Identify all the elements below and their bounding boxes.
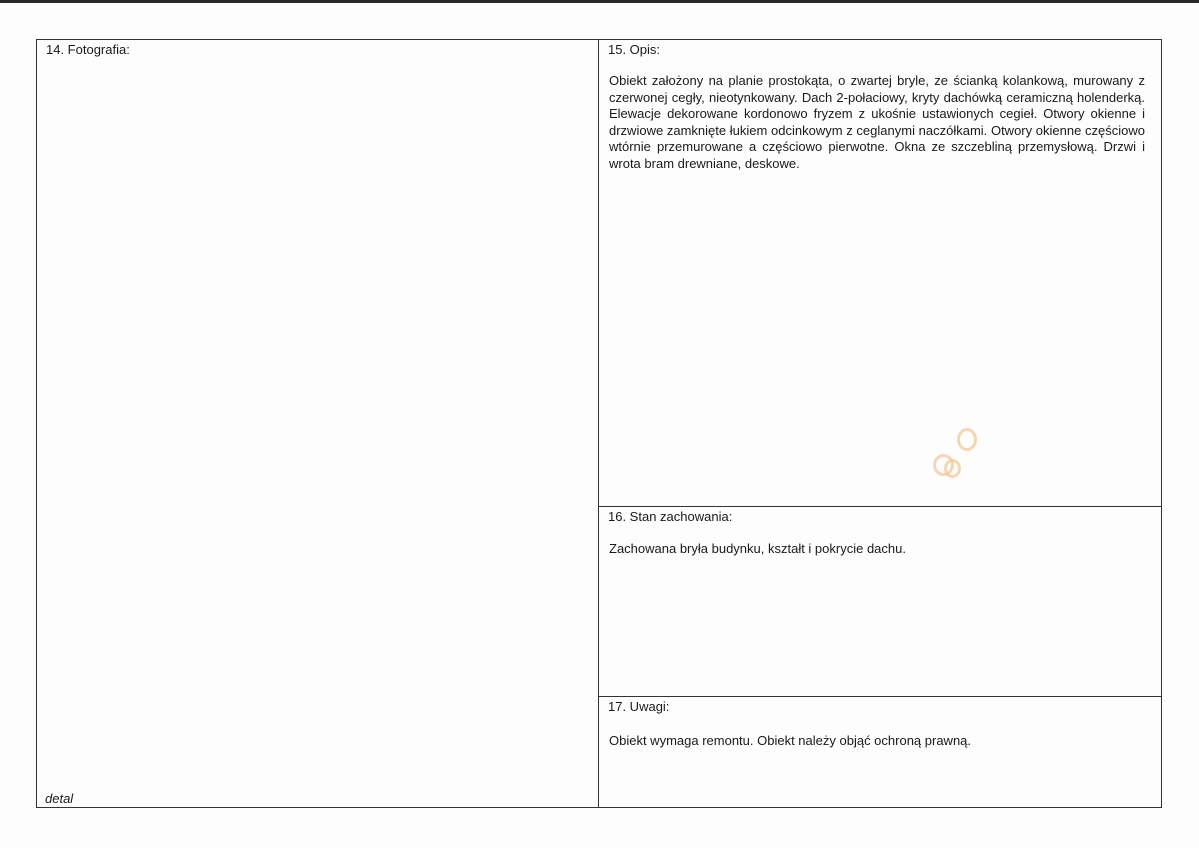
description-cell <box>599 40 1161 507</box>
scan-top-edge <box>0 0 1199 3</box>
inventory-card-table <box>36 39 1162 808</box>
photo-caption: detal <box>45 791 74 806</box>
photo-label: 14. Fotografia: <box>46 42 130 57</box>
description-text: Obiekt założony na planie prostokąta, o zwartej bryle, ze ścianką kolankową, murowany z czerwonej cegły, nieotynkowany. Dach 2-połaciowy, kryty dachówką ceramiczną holenderką. Elewacje dekorowane kordonowo fryzem z ukośnie ustawionych cegieł. Otwory okienne i drzwiowe zamknięte łukiem odcinkowym z ceglanymi naczółkami. Otwory okienne częściowo wtórnie przemurowane a częściowo pierwotne. Okna ze szczebliną przemysłową. Drzwi i wrota bram drewniane, deskowe. <box>609 73 1145 171</box>
stain-ring-mark <box>957 428 977 451</box>
condition-cell <box>599 507 1161 697</box>
notes-text: Obiekt wymaga remontu. Obiekt należy objąć ochroną prawną. <box>609 733 972 748</box>
notes-cell <box>599 697 1161 807</box>
description-label: 15. Opis: <box>608 42 661 57</box>
notes-label: 17. Uwagi: <box>608 699 670 714</box>
condition-text: Zachowana bryła budynku, kształt i pokrycie dachu. <box>609 541 906 556</box>
condition-label: 16. Stan zachowania: <box>608 509 733 524</box>
stain-ring-mark <box>944 459 961 478</box>
photo-cell <box>37 40 599 807</box>
